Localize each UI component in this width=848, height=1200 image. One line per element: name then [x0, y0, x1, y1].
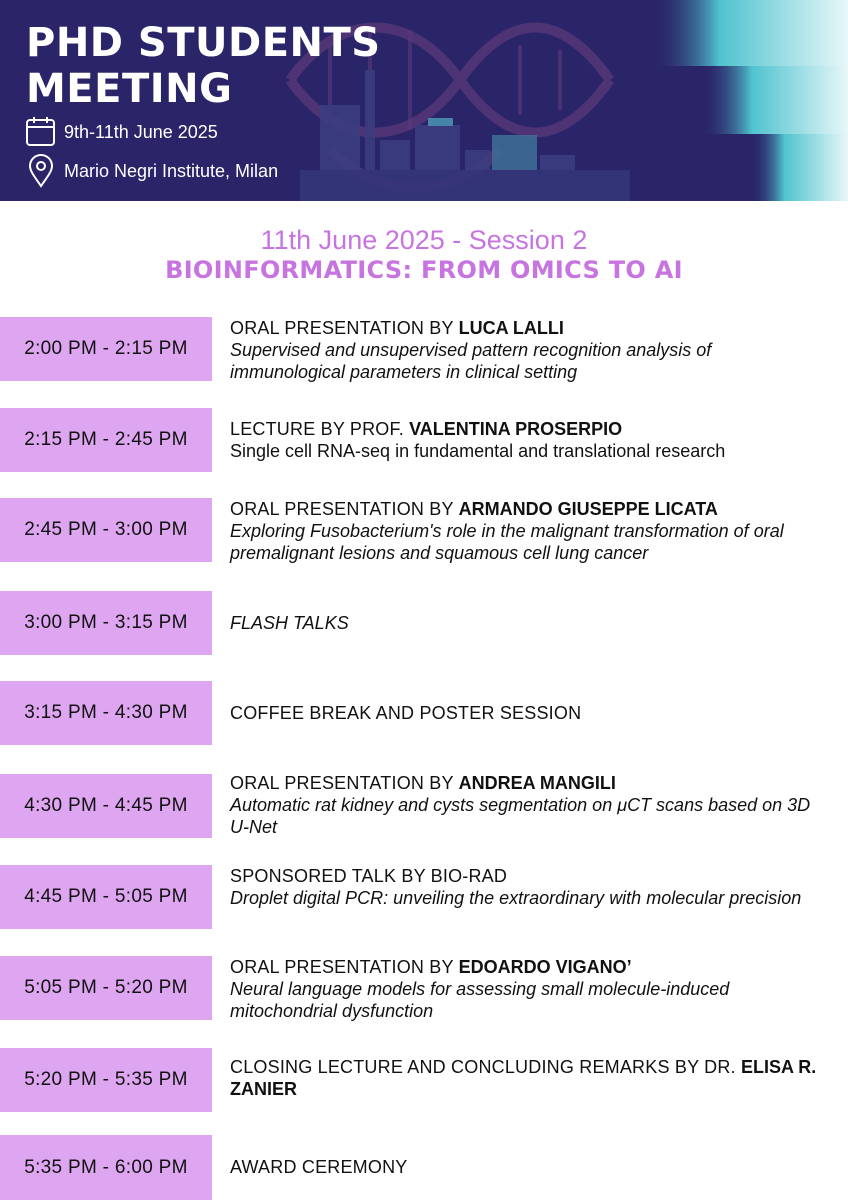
session-title: BIOINFORMATICS: FROM OMICS TO AI [165, 256, 683, 284]
event-location-row [24, 154, 278, 188]
time-slot: 2:00 PM - 2:15 PM [0, 317, 212, 381]
speaker-name: VALENTINA PROSERPIO [409, 419, 623, 439]
item-role: ORAL PRESENTATION BY [230, 499, 459, 519]
time-slot: 2:15 PM - 2:45 PM [0, 408, 212, 472]
item-role: CLOSING LECTURE AND CONCLUDING REMARKS BY DR. [230, 1057, 741, 1077]
session-item [230, 418, 820, 462]
speaker-name: ARMANDO GIUSEPPE LICATA [458, 499, 718, 519]
teal-block-3 [750, 134, 848, 201]
talk-description: Automatic rat kidney and cysts segmentation on μCT scans based on 3D U-Net [230, 795, 811, 837]
session-item [230, 956, 820, 1022]
speaker-name: ELISA R. ZANIER [230, 1057, 817, 1099]
session-item [230, 772, 820, 838]
time-slot: 3:00 PM - 3:15 PM [0, 591, 212, 655]
event-title-line2: MEETING [26, 66, 233, 112]
item-role: LECTURE BY PROF. [230, 419, 410, 439]
location-pin-icon [24, 154, 58, 188]
speaker-name: LUCA LALLI [458, 318, 564, 338]
session-item [230, 498, 820, 564]
session-item [230, 612, 820, 634]
session-item [230, 317, 820, 383]
event-location: Mario Negri Institute, Milan [64, 160, 279, 181]
item-role: AWARD CEREMONY [230, 1157, 408, 1177]
talk-description: Supervised and unsupervised pattern recognition analysis of immunological parameters in clinical setting [230, 340, 712, 382]
time-slot: 5:35 PM - 6:00 PM [0, 1135, 212, 1200]
time-slot: 2:45 PM - 3:00 PM [0, 498, 212, 562]
talk-description: Neural language models for assessing small molecule-induced mitochondrial dysfunction [230, 979, 730, 1021]
speaker-name: EDOARDO VIGANO’ [458, 957, 632, 977]
session-item [230, 1156, 820, 1178]
item-role: ORAL PRESENTATION BY [230, 773, 459, 793]
time-slot: 5:05 PM - 5:20 PM [0, 956, 212, 1020]
teal-block-1 [650, 0, 848, 66]
time-slot: 5:20 PM - 5:35 PM [0, 1048, 212, 1112]
event-date-row [24, 115, 218, 149]
calendar-icon [24, 115, 58, 149]
item-role: SPONSORED TALK BY BIO-RAD [230, 866, 508, 886]
item-role: ORAL PRESENTATION BY [230, 957, 459, 977]
session-date: 11th June 2025 - Session 2 [260, 225, 588, 255]
talk-description-part1: Droplet digital PCR [230, 888, 384, 908]
time-slot: 4:30 PM - 4:45 PM [0, 774, 212, 838]
time-slot: 3:15 PM - 4:30 PM [0, 681, 212, 745]
time-slot: 4:45 PM - 5:05 PM [0, 865, 212, 929]
teal-block-2 [700, 66, 848, 134]
event-title [26, 20, 381, 112]
session-item [230, 702, 820, 724]
event-title-line1: PHD STUDENTS [26, 20, 381, 66]
speaker-name: ANDREA MANGILI [458, 773, 616, 793]
header-banner [0, 0, 848, 201]
talk-description: Exploring Fusobacterium's role in the malignant transformation of oral premalignant lesions and squamous cell lung cancer [230, 521, 784, 563]
item-role: FLASH TALKS [230, 613, 349, 633]
event-date: 9th-11th June 2025 [64, 121, 218, 142]
item-role: ORAL PRESENTATION BY [230, 318, 459, 338]
talk-description: Single cell RNA-seq in fundamental and translational research [230, 441, 726, 461]
session-item [230, 865, 820, 909]
session-item [230, 1056, 820, 1100]
item-role: COFFEE BREAK AND POSTER SESSION [230, 703, 582, 723]
talk-description-part2: : unveiling the extraordinary with molecular precision [383, 888, 802, 908]
